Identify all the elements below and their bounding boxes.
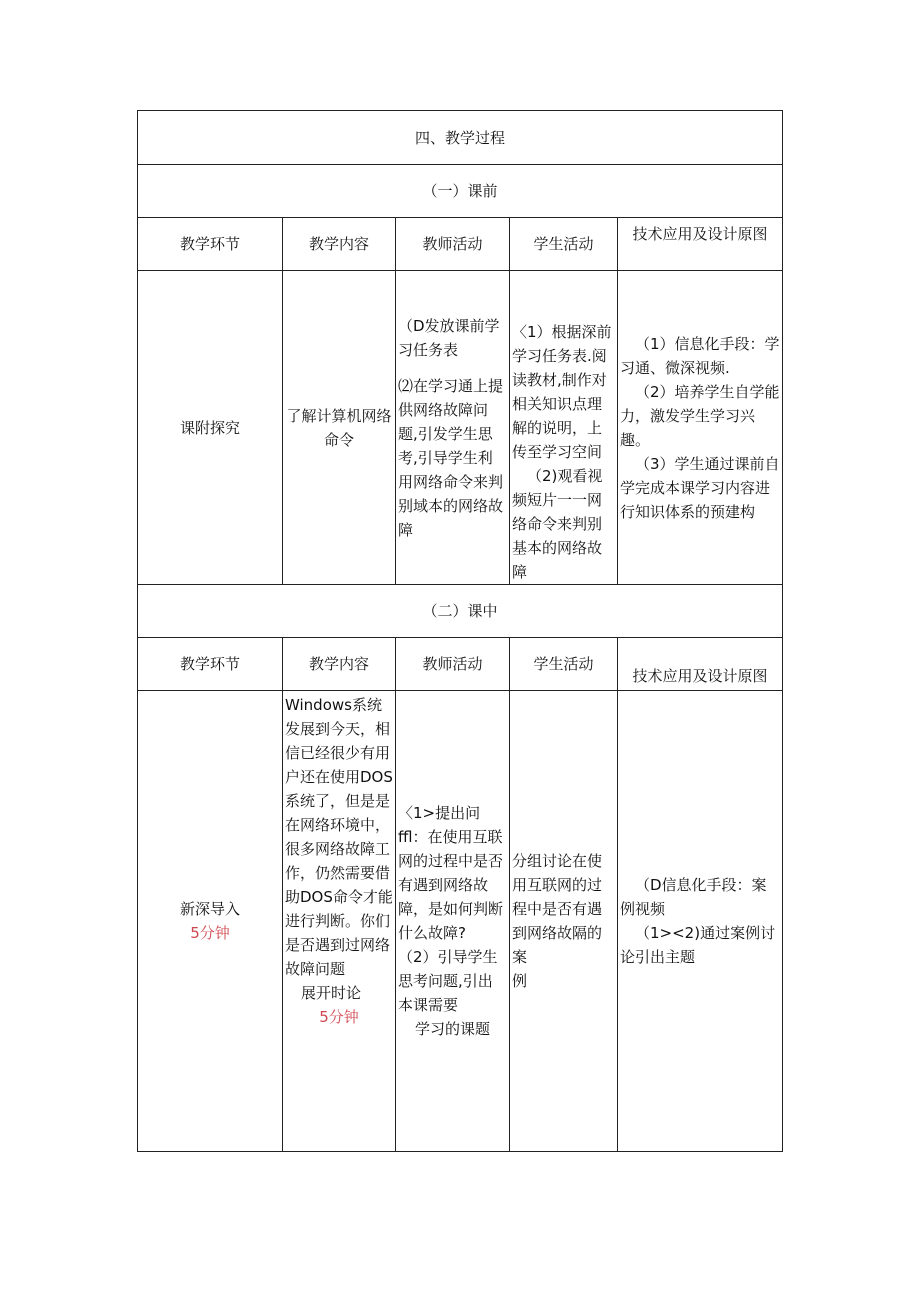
in-content: Windows系统发展到今天，相信已经很少有用户还在使用DOS系统了，但是是在网络环境中，很多网络故障工作，仍然需要借助DOS命令才能进行判断。你们是否遇到过网络故障问题 xyxy=(285,696,393,978)
header-teacher-2: 教师活动 xyxy=(396,638,510,691)
header-student-2: 学生活动 xyxy=(510,638,618,691)
pre-class-row xyxy=(138,271,783,585)
in-class-title: （二）课中 xyxy=(138,585,783,638)
in-student-activity xyxy=(510,691,618,1152)
in-stage-cell xyxy=(138,691,283,1152)
pre-tech-3: （3）学生通过课前自学完成本课学习内容进行知识体系的预建构 xyxy=(620,454,780,521)
header-stage-2: 教学环节 xyxy=(138,638,283,691)
header-tech: 技术应用及设计原图 xyxy=(618,218,783,271)
pre-tech-1: （1）信息化手段：学习通、微深视频. xyxy=(620,334,780,377)
pre-student-step-1: 〈1）根据深前学习任务表.阅读教材,制作对相关知识点理解的说明，上传至学习空间 xyxy=(512,323,612,461)
header-content-2: 教学内容 xyxy=(283,638,396,691)
pre-tech-2: （2）培养学生自学能力，激发学生学习兴趣。 xyxy=(620,382,780,449)
pre-class-title: （一）课前 xyxy=(138,165,783,218)
header-stage: 教学环节 xyxy=(138,218,283,271)
pre-student-step-2: （2)观看视频短片一一网络命令来判别基本的网络故障 xyxy=(512,467,603,581)
in-teacher-activity xyxy=(396,691,510,1152)
in-stage: 新深导入 xyxy=(179,900,240,918)
in-teacher-step-3: 学习的课题 xyxy=(414,1020,490,1038)
in-student-step-1: 分组讨论在使用互联网的过程中是否有遇到网络故隔的案 xyxy=(512,852,603,966)
in-class-title-row xyxy=(138,585,783,638)
in-content-discuss: 展开时论 xyxy=(301,984,362,1002)
pre-teacher-step-1: （D发放课前学习任务表 xyxy=(398,316,500,359)
pre-stage: 课附探究 xyxy=(138,271,283,585)
in-teacher-step-2: （2）引导学生思考问题,引出本课需要 xyxy=(398,948,498,1014)
in-tech xyxy=(618,691,783,1152)
in-content-cell xyxy=(283,691,396,1152)
pre-teacher-activity xyxy=(396,271,510,585)
pre-student-activity xyxy=(510,271,618,585)
in-stage-time: 5分钟 xyxy=(190,924,230,942)
in-class-row xyxy=(138,691,783,1152)
lesson-process-table xyxy=(137,110,783,1152)
in-student-step-2: 例 xyxy=(512,972,528,990)
header-tech-2: 技术应用及设计原图 xyxy=(618,638,783,691)
in-teacher-step-1: 〈1>提出问ffl：在使用互联网的过程中是否有遇到网络故障，是如何判断什么故障? xyxy=(398,804,504,942)
pre-class-header-row xyxy=(138,218,783,271)
in-class-header-row xyxy=(138,638,783,691)
pre-teacher-step-2: ⑵在学习通上提供网络故障问题,引发学生思考,引导学生利用网络命令来判别域本的网络故障 xyxy=(398,376,504,539)
header-teacher: 教师活动 xyxy=(396,218,510,271)
section-title: 四、教学过程 xyxy=(138,111,783,165)
header-student: 学生活动 xyxy=(510,218,618,271)
pre-content: 了解计算机网络命令 xyxy=(283,271,396,585)
in-tech-2: （1><2)通过案例讨论引出主题 xyxy=(620,924,776,966)
pre-class-title-row xyxy=(138,165,783,218)
in-tech-1: （D信息化手段：案例视频 xyxy=(620,876,767,918)
header-content: 教学内容 xyxy=(283,218,396,271)
section-title-row xyxy=(138,111,783,165)
pre-tech xyxy=(618,271,783,585)
in-content-time: 5分钟 xyxy=(319,1008,359,1026)
